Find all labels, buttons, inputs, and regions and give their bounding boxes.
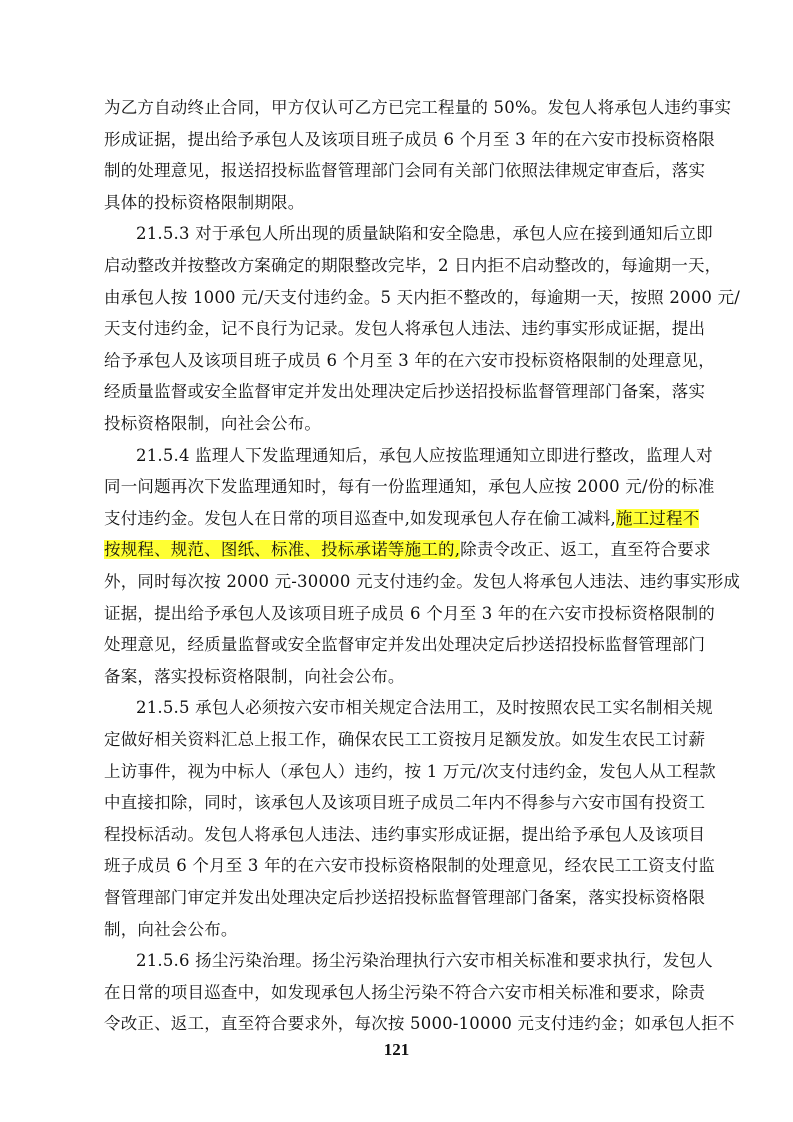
body-text-line: 证据，提出给予承包人及该项目班子成员 6 个月至 3 年的在六安市投标资格限制的 — [104, 603, 715, 623]
body-text-line: 给予承包人及该项目班子成员 6 个月至 3 年的在六安市投标资格限制的处理意见， — [104, 350, 715, 370]
body-text-line: 督管理部门审定并发出处理决定后抄送招投标监督管理部门备案，落实投标资格限 — [104, 888, 706, 907]
body-text-line: 天支付违约金，记不良行为记录。发包人将承包人违法、违约事实形成证据，提出 — [104, 319, 706, 339]
body-text-line: 在日常的项目巡查中，如发现承包人扬尘污染不符合六安市相关标准和要求，除责 — [104, 982, 706, 1002]
body-text-line: 备案，落实投标资格限制，向社会公布。 — [104, 666, 405, 686]
body-text-line: 形成证据，提出给予承包人及该项目班子成员 6 个月至 3 年的在六安市投标资格限 — [104, 129, 715, 149]
body-text-line: 制的处理意见，报送招投标监督管理部门会同有关部门依照法律规定审查后，落实 — [104, 161, 706, 181]
highlighted-text: 按规程、规范、图纸、标准、投标承诺等施工的, — [104, 540, 461, 560]
clause-21-5-5-first-line: 21.5.5 承包人必须按六安市相关规定合法用工，及时按照农民工实名制相关规 — [136, 698, 713, 718]
body-text-line: 投标资格限制，向社会公布。 — [104, 414, 322, 433]
clause-21-5-6-first-line: 21.5.6 扬尘污染治理。扬尘污染治理执行六安市相关标准和要求执行，发包人 — [136, 951, 713, 971]
body-text-line: 启动整改并按整改方案确定的期限整改完毕，2 日内拒不启动整改的，每逾期一天， — [104, 256, 722, 275]
body-text-line: 由承包人按 1000 元/天支付违约金。5 天内拒不整改的，每逾期一天，按照 2000 元/ — [104, 287, 741, 307]
clause-21-5-4-first-line: 21.5.4 监理人下发监理通知后，承包人应按监理通知立即进行整改，监理人对 — [136, 445, 713, 465]
body-text-line: 程投标活动。发包人将承包人违法、违约事实形成证据，提出给予承包人及该项目 — [104, 824, 706, 844]
body-text-line: 同一问题再次下发监理通知时，每有一份监理通知，承包人应按 2000 元/份的标准 — [104, 477, 715, 497]
body-text-line: 为乙方自动终止合同，甲方仅认可乙方已完工程量的 50%。发包人将承包人违约事实 — [104, 98, 732, 117]
body-text-line: 班子成员 6 个月至 3 年的在六安市投标资格限制的处理意见，经农民工工资支付监 — [104, 856, 715, 876]
body-text-segment: 支付违约金。发包人在日常的项目巡查中,如发现承包人存在偷工减料, — [104, 508, 616, 528]
body-text-line: 上访事件，视为中标人（承包人）违约，按 1 万元/次支付违约金，发包人从工程款 — [104, 761, 716, 781]
body-text-line-with-highlight — [104, 503, 700, 535]
body-text-line: 具体的投标资格限制期限。 — [104, 192, 305, 212]
body-text-line-with-highlight — [104, 534, 711, 566]
clause-21-5-3-first-line: 21.5.3 对于承包人所出现的质量缺陷和安全隐患，承包人应在接到通知后立即 — [136, 224, 713, 244]
body-text-line: 外，同时每次按 2000 元-30000 元支付违约金。发包人将承包人违法、违约事实形成 — [104, 572, 741, 591]
body-text-line: 处理意见，经质量监督或安全监督审定并发出处理决定后抄送招投标监督管理部门 — [104, 635, 706, 655]
page-number: 121 — [383, 1040, 410, 1059]
body-text-line: 经质量监督或安全监督审定并发出处理决定后抄送招投标监督管理部门备案，落实 — [104, 382, 706, 402]
body-text-line: 中直接扣除，同时，该承包人及该项目班子成员二年内不得参与六安市国有投资工 — [104, 793, 706, 813]
highlighted-text: 施工过程不 — [615, 508, 700, 528]
body-text-line: 令改正、返工，直至符合要求外，每次按 5000-10000 元支付违约金；如承包人拒不 — [104, 1014, 735, 1034]
body-text-line: 制，向社会公布。 — [104, 919, 238, 939]
body-text-line: 定做好相关资料汇总上报工作，确保农民工工资按月足额发放。如发生农民工讨薪 — [104, 730, 706, 749]
body-text-segment: 除责令改正、返工，直至符合要求 — [460, 540, 711, 560]
